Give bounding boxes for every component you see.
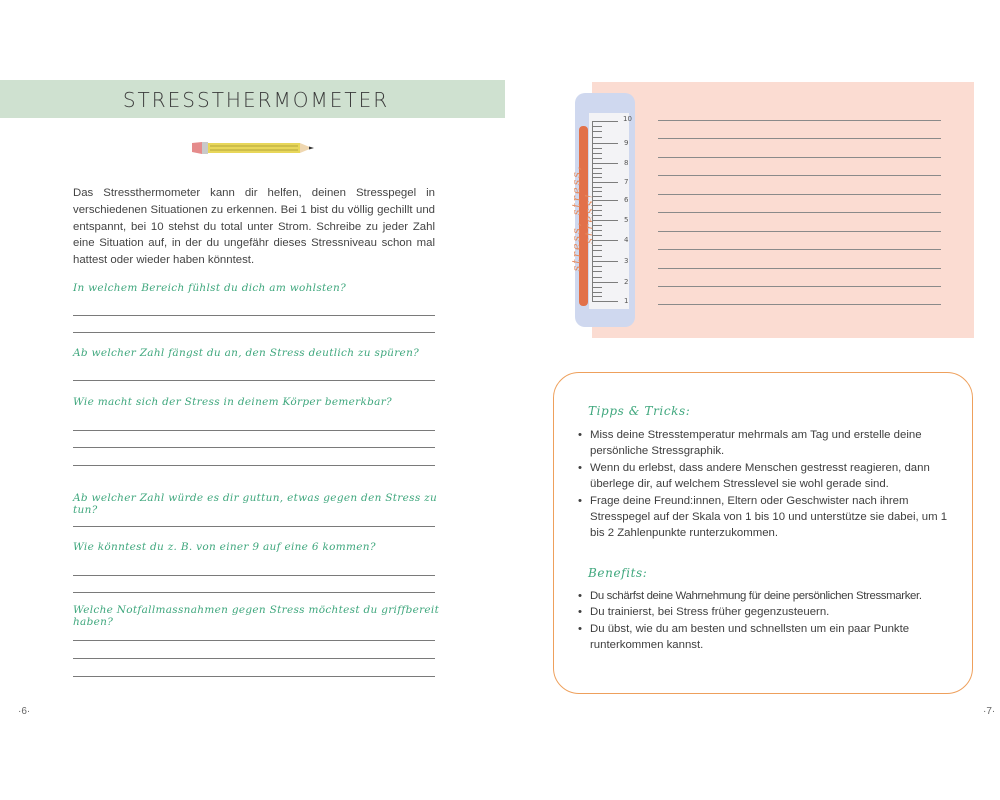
- answer-line[interactable]: [73, 380, 435, 381]
- scale-number: 10: [623, 115, 632, 123]
- scale-minor-tick: [592, 292, 602, 293]
- note-line[interactable]: [658, 268, 941, 269]
- list-item: • Miss deine Stresstemperatur mehrmals am Tag und erstelle deine persönliche Stressgraphik.: [578, 427, 948, 460]
- scale-minor-tick: [592, 266, 602, 267]
- scale-minor-tick: [592, 137, 602, 138]
- scale-minor-tick: [592, 168, 602, 169]
- page-number: ·7·: [983, 706, 996, 717]
- scale-minor-tick: [592, 225, 602, 226]
- scale-minor-tick: [592, 230, 602, 231]
- pencil-icon: [190, 140, 320, 156]
- scale-number: 7: [624, 178, 629, 186]
- scale-tick: [592, 200, 618, 201]
- scale-minor-tick: [592, 256, 602, 257]
- list-item: • Du trainierst, bei Stress früher gegenzusteuern.: [578, 604, 948, 620]
- answer-line[interactable]: [73, 640, 435, 641]
- scale-number: 6: [624, 196, 629, 204]
- scale-minor-tick: [592, 271, 602, 272]
- page-number: ·6·: [18, 706, 31, 717]
- benefits-list: [578, 588, 948, 654]
- note-line[interactable]: [658, 286, 941, 287]
- scale-minor-tick: [592, 210, 602, 211]
- question-1: In welchem Bereich fühlst du dich am wohlsten?: [73, 282, 347, 294]
- answer-line[interactable]: [73, 676, 435, 677]
- scale-minor-tick: [592, 235, 602, 236]
- answer-line[interactable]: [73, 315, 435, 316]
- list-item: • Frage deine Freund:innen, Eltern oder Geschwister nach ihrem Stresspegel auf der Skala von 1 bis 10 und unterstütze sie dabei, um 1 bis 2 Zahlenpunkte runterzukommen.: [578, 493, 948, 542]
- scale-tick: [592, 301, 618, 302]
- list-item: • Du schärfst deine Wahrnehmung für deine persönlichen Stressmarker.: [578, 588, 948, 604]
- scale-number: 3: [624, 257, 629, 265]
- scale-minor-tick: [592, 250, 602, 251]
- answer-line[interactable]: [73, 332, 435, 333]
- scale-minor-tick: [592, 296, 602, 297]
- note-line[interactable]: [658, 138, 941, 139]
- scale-tick: [592, 182, 618, 183]
- scale-tick: [592, 143, 618, 144]
- answer-line[interactable]: [73, 430, 435, 431]
- scale-tick: [592, 121, 618, 122]
- question-6: Welche Notfallmassnahmen gegen Stress möchtest du griffbereit haben?: [73, 604, 440, 628]
- list-item: • Wenn du erlebst, dass andere Menschen gestresst reagieren, dann überlege dir, auf welchem Stresslevel sie wohl gerade sind.: [578, 460, 948, 493]
- scale-minor-tick: [592, 215, 602, 216]
- answer-line[interactable]: [73, 447, 435, 448]
- list-item: • Du übst, wie du am besten und schnellsten um ein paar Punkte runterkommen kannst.: [578, 621, 948, 654]
- note-line[interactable]: [658, 304, 941, 305]
- note-line[interactable]: [658, 157, 941, 158]
- note-line[interactable]: [658, 175, 941, 176]
- scale-tick: [592, 220, 618, 221]
- scale-tick: [592, 240, 618, 241]
- scale-minor-tick: [592, 148, 602, 149]
- scale-axis: [592, 121, 593, 301]
- scale-minor-tick: [592, 126, 602, 127]
- question-5: Wie könntest du z. B. von einer 9 auf eine 6 kommen?: [73, 541, 376, 553]
- scale-tick: [592, 163, 618, 164]
- scale-minor-tick: [592, 158, 602, 159]
- scale-number: 8: [624, 159, 629, 167]
- scale-minor-tick: [592, 287, 602, 288]
- question-2: Ab welcher Zahl fängst du an, den Stress deutlich zu spüren?: [73, 347, 420, 359]
- note-line[interactable]: [658, 120, 941, 121]
- scale-minor-tick: [592, 173, 602, 174]
- thermometer-label: stress, stress, stress!: [570, 164, 596, 272]
- scale-minor-tick: [592, 177, 602, 178]
- tips-heading: Tipps & Tricks:: [588, 404, 691, 418]
- benefits-heading: Benefits:: [588, 566, 648, 580]
- scale-minor-tick: [592, 191, 602, 192]
- question-3: Wie macht sich der Stress in deinem Körper bemerkbar?: [73, 396, 392, 408]
- scale-tick: [592, 282, 618, 283]
- question-4: Ab welcher Zahl würde es dir guttun, etwas gegen den Stress zu tun?: [73, 492, 438, 516]
- scale-number: 9: [624, 139, 629, 147]
- answer-line[interactable]: [73, 465, 435, 466]
- scale-minor-tick: [592, 245, 602, 246]
- scale-minor-tick: [592, 187, 602, 188]
- note-line[interactable]: [658, 231, 941, 232]
- answer-line[interactable]: [73, 575, 435, 576]
- note-line[interactable]: [658, 212, 941, 213]
- scale-tick: [592, 261, 618, 262]
- answer-line[interactable]: [73, 526, 435, 527]
- note-line[interactable]: [658, 249, 941, 250]
- scale-minor-tick: [592, 277, 602, 278]
- scale-number: 1: [624, 297, 629, 305]
- page-title: STRESSTHERMOMETER: [122, 88, 390, 112]
- tips-list: [578, 427, 948, 542]
- note-line[interactable]: [658, 194, 941, 195]
- scale-minor-tick: [592, 153, 602, 154]
- right-page: [500, 0, 1000, 800]
- scale-number: 4: [624, 236, 629, 244]
- scale-minor-tick: [592, 196, 602, 197]
- answer-line[interactable]: [73, 592, 435, 593]
- answer-line[interactable]: [73, 658, 435, 659]
- scale-minor-tick: [592, 205, 602, 206]
- scale-number: 2: [624, 278, 629, 286]
- intro-paragraph: Das Stressthermometer kann dir helfen, deinen Stresspegel in verschiedenen Situationen zu erkennen. Bei 1 bist du völlig gechillt und entspannt, bei 10 stehst du total unter Strom. Schreibe zu jeder Zahl eine Situation auf, in der du ungefähr dieses Stressniveau schon mal hattest oder wieder haben könntest.: [73, 187, 435, 267]
- scale-number: 5: [624, 216, 629, 224]
- scale-minor-tick: [592, 131, 602, 132]
